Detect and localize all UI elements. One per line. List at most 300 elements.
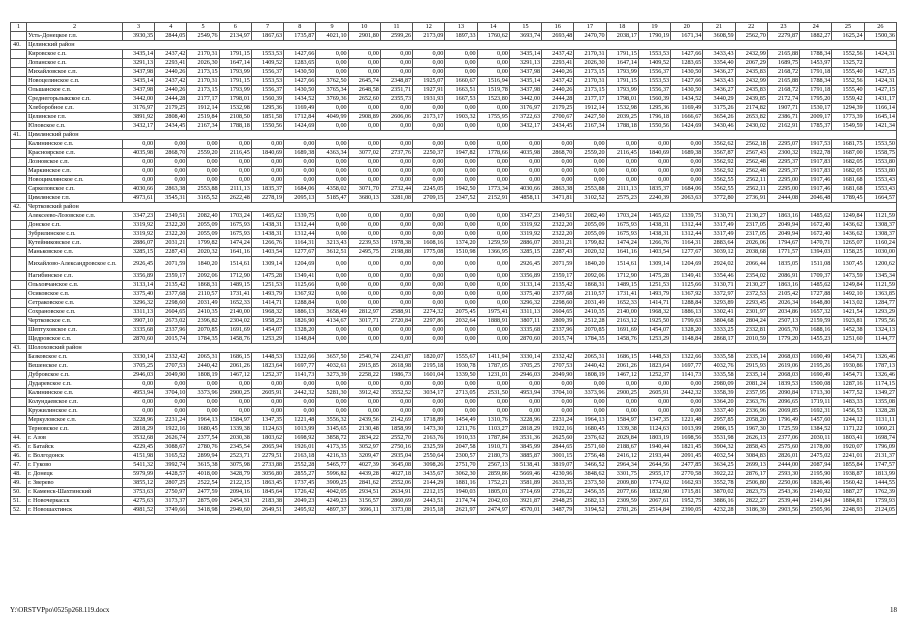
value-cell: 2250,06	[767, 479, 799, 488]
row-index	[11, 176, 27, 185]
value-cell: 1684,06	[284, 185, 316, 194]
value-cell: 2134,97	[219, 32, 251, 41]
value-cell: 1682,05	[832, 158, 864, 167]
value-cell: 2649,51	[251, 506, 283, 515]
value-cell: 3335,68	[122, 326, 154, 335]
table-row	[11, 185, 897, 194]
value-cell: 1171,22	[832, 425, 864, 434]
value-cell: 2067,29	[735, 59, 767, 68]
value-cell: 0,00	[445, 68, 477, 77]
value-cell: 1277,67	[671, 248, 703, 257]
value-cell: 1681,68	[832, 176, 864, 185]
value-cell: 1384,52	[800, 425, 832, 434]
value-cell: 3704,10	[155, 389, 187, 398]
value-cell: 2087,94	[800, 461, 832, 470]
value-cell: 1523,80	[477, 95, 509, 104]
value-cell: 2173,15	[574, 68, 606, 77]
settlement-name: Маньковское с.п.	[27, 248, 123, 257]
value-cell: 1434,52	[671, 95, 703, 104]
value-cell: 1652,33	[606, 299, 638, 308]
page-footer	[10, 606, 897, 616]
value-cell: 1784,35	[574, 335, 606, 344]
table-row	[11, 506, 897, 515]
value-cell: 1265,07	[832, 239, 864, 248]
value-cell: 1169,49	[671, 104, 703, 113]
value-cell: 1926,01	[284, 443, 316, 452]
value-cell: 0,00	[542, 398, 574, 407]
value-cell: 1808,19	[187, 371, 219, 380]
value-cell: 3062,30	[445, 470, 477, 479]
value-cell: 1863,16	[767, 212, 799, 221]
value-cell: 1930,78	[445, 362, 477, 371]
value-cell: 0,00	[638, 398, 670, 407]
value-cell: 0,00	[251, 167, 283, 176]
value-cell: 2031,21	[542, 239, 574, 248]
value-cell: 0,00	[380, 68, 412, 77]
value-cell: 1752,21	[477, 479, 509, 488]
value-cell: 1601,04	[413, 371, 445, 380]
district-row	[11, 203, 897, 212]
value-cell: 3471,81	[542, 194, 574, 203]
table-row	[11, 398, 897, 407]
value-cell: 1795,56	[864, 317, 896, 326]
value-cell: 0,00	[477, 50, 509, 59]
value-cell: 3436,27	[703, 86, 735, 95]
settlement-name: Меркуловское с.п.	[27, 416, 123, 425]
value-cell: 1691,69	[606, 326, 638, 335]
value-cell: 1755,95	[477, 113, 509, 122]
table-row	[11, 452, 897, 461]
value-cell: 1493,79	[251, 290, 283, 299]
value-cell: 1667,53	[445, 95, 477, 104]
value-cell: 3654,26	[703, 113, 735, 122]
value-cell: 1675,93	[606, 230, 638, 239]
value-cell: 1917,83	[800, 158, 832, 167]
value-cell: 2625,60	[542, 434, 574, 443]
value-cell: 1687,00	[832, 149, 864, 158]
header-cell: 10	[348, 23, 380, 32]
value-cell: 2322,20	[155, 230, 187, 239]
value-cell: 1483,33	[832, 398, 864, 407]
value-cell: 4030,66	[122, 185, 154, 194]
value-cell: 3333,25	[703, 326, 735, 335]
value-cell: 2619,06	[767, 362, 799, 371]
value-cell: 2430,02	[735, 122, 767, 131]
value-cell: 2562,11	[735, 176, 767, 185]
value-cell: 2540,74	[348, 353, 380, 362]
value-cell: 1697,77	[671, 362, 703, 371]
value-cell: 2552,28	[284, 461, 316, 470]
value-cell: 1430,50	[284, 68, 316, 77]
value-cell: 2626,13	[735, 434, 767, 443]
value-cell: 1681,68	[832, 185, 864, 194]
value-cell: 3330,14	[122, 353, 154, 362]
row-index: 50.	[11, 488, 27, 497]
value-cell: 2165,88	[767, 77, 799, 86]
table-row	[11, 248, 897, 257]
value-cell: 1519,78	[477, 86, 509, 95]
value-cell: 2868,70	[155, 149, 187, 158]
value-cell: 2039,25	[606, 113, 638, 122]
value-cell: 1413,02	[832, 299, 864, 308]
value-cell: 1347,35	[638, 416, 670, 425]
value-cell: 2713,05	[445, 389, 477, 398]
value-cell: 2946,03	[122, 371, 154, 380]
table-row	[11, 68, 897, 77]
value-cell: 2699,13	[735, 461, 767, 470]
table-row	[11, 212, 897, 221]
value-cell: 0,00	[316, 158, 348, 167]
value-cell: 0,00	[219, 158, 251, 167]
value-cell: 0,00	[316, 230, 348, 239]
value-cell: 1204,69	[284, 257, 316, 272]
value-cell: 1438,31	[638, 230, 670, 239]
value-cell: 3375,40	[122, 290, 154, 299]
value-cell: 2349,51	[155, 212, 187, 221]
value-cell: 0,00	[284, 176, 316, 185]
value-cell: 2110,57	[187, 290, 219, 299]
settlement-name: Осиковское с.п.	[27, 290, 123, 299]
value-cell: 0,00	[606, 167, 638, 176]
value-cell: 2165,88	[767, 50, 799, 59]
value-cell: 1917,53	[800, 140, 832, 149]
value-cell: 2038,68	[735, 248, 767, 257]
value-cell: 1791,15	[219, 50, 251, 59]
header-cell: 14	[477, 23, 509, 32]
value-cell: 1510,98	[445, 248, 477, 257]
settlement-name: Цимлянское г.п.	[27, 194, 123, 203]
value-cell: 2915,85	[348, 362, 380, 371]
value-cell: 0,00	[380, 398, 412, 407]
settlement-name: Ольховчанское с.п.	[27, 281, 123, 290]
value-cell: 2868,17	[703, 335, 735, 344]
value-cell: 2826,01	[767, 452, 799, 461]
value-cell: 1823,64	[251, 362, 283, 371]
value-cell: 1516,94	[477, 77, 509, 86]
value-cell: 3657,50	[316, 353, 348, 362]
value-cell: 0,00	[445, 167, 477, 176]
value-cell: 3088,67	[155, 443, 187, 452]
value-cell: 1475,28	[638, 272, 670, 281]
value-cell: 2105,42	[767, 290, 799, 299]
value-cell: 4973,61	[122, 194, 154, 203]
settlement-name: Михайловское с.п.	[27, 68, 123, 77]
value-cell: 1489,15	[219, 281, 251, 290]
header-cell: 5	[187, 23, 219, 32]
value-cell: 2934,51	[348, 488, 380, 497]
value-cell: 1309,14	[251, 257, 283, 272]
row-index: 52.	[11, 506, 27, 515]
settlement-name: Целинское г.п.	[27, 113, 123, 122]
value-cell: 1886,13	[284, 308, 316, 317]
value-cell: 3440,29	[703, 95, 735, 104]
value-cell: 1324,13	[864, 326, 896, 335]
value-cell: 1141,73	[284, 371, 316, 380]
value-cell: 3347,23	[122, 212, 154, 221]
value-cell: 4897,37	[316, 506, 348, 515]
value-cell: 0,00	[380, 122, 412, 131]
value-cell: 0,00	[638, 167, 670, 176]
value-cell: 3356,89	[122, 272, 154, 281]
value-cell: 2514,84	[638, 506, 670, 515]
value-cell: 0,00	[445, 290, 477, 299]
value-cell: 1682,05	[832, 167, 864, 176]
value-cell: 2899,94	[187, 452, 219, 461]
value-cell: 3532,68	[122, 434, 154, 443]
value-cell: 0,00	[413, 299, 445, 308]
value-cell: 0,00	[187, 158, 219, 167]
value-cell: 2948,25	[542, 497, 574, 506]
value-cell: 3749,66	[155, 506, 187, 515]
value-cell: 2434,45	[155, 122, 187, 131]
value-cell: 3056,80	[251, 470, 283, 479]
value-cell: 1288,84	[671, 299, 703, 308]
value-cell: 1840,20	[187, 257, 219, 272]
value-cell: 1927,91	[413, 86, 445, 95]
settlement-name: Вешенское с.п.	[27, 362, 123, 371]
value-cell: 0,00	[413, 290, 445, 299]
value-cell: 1657,32	[800, 308, 832, 317]
value-cell: 1805,01	[477, 488, 509, 497]
value-cell: 2177,17	[574, 95, 606, 104]
value-cell: 2720,84	[380, 317, 412, 326]
value-cell: 2061,26	[219, 362, 251, 371]
header-cell: 1	[11, 23, 27, 32]
value-cell: 3435,14	[509, 50, 541, 59]
value-cell: 0,00	[251, 407, 283, 416]
value-cell: 2345,54	[219, 443, 251, 452]
value-cell: 1689,38	[284, 149, 316, 158]
value-cell: 1328,28	[864, 407, 896, 416]
value-cell: 1675,93	[219, 230, 251, 239]
table-row	[11, 407, 897, 416]
value-cell: 2809,39	[542, 317, 574, 326]
value-cell: 1252,37	[251, 371, 283, 380]
value-cell: 1477,52	[832, 389, 864, 398]
row-index	[11, 257, 27, 272]
value-cell: 1474,24	[606, 239, 638, 248]
table-row	[11, 353, 897, 362]
value-cell: 2094,16	[219, 488, 251, 497]
value-cell: 0,00	[509, 380, 541, 389]
value-cell: 0,00	[509, 167, 541, 176]
value-cell: 3556,32	[316, 416, 348, 425]
value-cell: 2682,13	[574, 497, 606, 506]
value-cell: 1556,37	[251, 86, 283, 95]
value-cell: 2082,40	[574, 212, 606, 221]
value-cell: 3165,52	[187, 194, 219, 203]
value-cell: 3930,35	[122, 32, 154, 41]
value-cell: 2082,40	[187, 212, 219, 221]
value-cell: 2349,51	[542, 212, 574, 221]
value-cell: 2071,59	[155, 257, 187, 272]
value-cell: 4042,05	[316, 488, 348, 497]
value-cell: 1465,62	[251, 212, 283, 221]
value-cell: 0,00	[122, 158, 154, 167]
value-cell: 1124,63	[638, 425, 670, 434]
value-cell: 2986,15	[703, 425, 735, 434]
value-cell: 3418,98	[187, 506, 219, 515]
value-cell: 2031,49	[187, 299, 219, 308]
value-cell: 1438,31	[251, 221, 283, 230]
value-cell: 2377,68	[542, 290, 574, 299]
value-cell: 2444,28	[155, 95, 187, 104]
value-cell: 3581,89	[509, 479, 541, 488]
value-cell: 0,00	[671, 380, 703, 389]
value-cell: 4032,61	[316, 362, 348, 371]
value-cell: 1922,16	[542, 425, 574, 434]
value-cell: 0,00	[316, 281, 348, 290]
value-cell: 2055,09	[187, 230, 219, 239]
value-cell: 1796,49	[767, 416, 799, 425]
settlement-name: г. Волгодонск	[27, 452, 123, 461]
table-row	[11, 176, 897, 185]
value-cell: 3442,00	[122, 95, 154, 104]
value-cell: 3354,46	[703, 272, 735, 281]
value-cell: 2162,91	[767, 122, 799, 131]
value-cell: 5465,77	[316, 461, 348, 470]
value-cell: 2957,85	[703, 416, 735, 425]
value-cell: 2870,60	[122, 335, 154, 344]
value-cell: 3428,79	[219, 470, 251, 479]
value-cell: 1427,15	[864, 86, 896, 95]
value-cell: 1514,61	[219, 257, 251, 272]
value-cell: 2606,06	[380, 113, 412, 122]
value-cell: 2212,15	[413, 488, 445, 497]
value-cell: 2029,84	[606, 434, 638, 443]
value-cell: 2477,85	[671, 461, 703, 470]
value-cell: 2279,87	[767, 32, 799, 41]
value-cell: 1917,46	[800, 185, 832, 194]
value-cell: 1550,56	[251, 122, 283, 131]
row-index	[11, 371, 27, 380]
header-cell: 8	[284, 23, 316, 32]
value-cell: 1648,80	[800, 299, 832, 308]
value-cell: 1773,39	[832, 113, 864, 122]
row-index: 45.	[11, 443, 27, 452]
value-cell: 1454,07	[638, 326, 670, 335]
value-cell: 1791,18	[800, 68, 832, 77]
value-cell: 1452,38	[832, 326, 864, 335]
value-cell: 4018,00	[187, 470, 219, 479]
value-cell: 1485,62	[800, 212, 832, 221]
value-cell: 2170,31	[574, 77, 606, 86]
value-cell: 2432,99	[735, 77, 767, 86]
value-cell: 2124,05	[864, 506, 896, 515]
settlement-name: Кружилинское с.п.	[27, 407, 123, 416]
value-cell: 2442,32	[284, 389, 316, 398]
value-cell: 0,00	[348, 272, 380, 281]
value-cell: 1555,67	[445, 353, 477, 362]
row-index: 47.	[11, 461, 27, 470]
value-cell: 0,00	[445, 59, 477, 68]
value-cell: 1867,63	[251, 32, 283, 41]
value-cell: 2167,34	[574, 122, 606, 131]
value-cell: 1881,16	[445, 479, 477, 488]
value-cell: 3922,22	[703, 470, 735, 479]
value-cell: 1697,77	[284, 362, 316, 371]
value-cell: 2593,30	[767, 470, 799, 479]
value-cell: 1820,07	[413, 353, 445, 362]
row-index	[11, 290, 27, 299]
value-cell: 1366,95	[477, 248, 509, 257]
value-cell: 1553,43	[864, 176, 896, 185]
value-cell: 2444,28	[542, 95, 574, 104]
value-cell: 2390,05	[671, 506, 703, 515]
value-cell: 0,00	[348, 167, 380, 176]
value-cell: 1798,01	[606, 95, 638, 104]
value-cell: 1325,72	[832, 59, 864, 68]
value-cell: 2173,15	[187, 68, 219, 77]
value-cell: 2096,65	[767, 398, 799, 407]
value-cell: 0,00	[348, 104, 380, 113]
value-cell: 3330,14	[509, 353, 541, 362]
value-cell: 1662,93	[671, 479, 703, 488]
table-row	[11, 86, 897, 95]
value-cell: 1608,16	[413, 239, 445, 248]
value-cell: 0,00	[574, 176, 606, 185]
value-cell: 2337,96	[155, 326, 187, 335]
value-cell: 0,00	[477, 326, 509, 335]
value-cell: 2553,88	[187, 185, 219, 194]
value-cell: 1796,18	[638, 113, 670, 122]
value-cell: 2562,70	[735, 32, 767, 41]
value-cell: 0,00	[413, 176, 445, 185]
value-cell: 2095,13	[284, 194, 316, 203]
value-cell: 1964,13	[574, 416, 606, 425]
value-cell: 0,00	[477, 272, 509, 281]
value-cell: 2875,09	[187, 497, 219, 506]
value-cell: 3437,98	[509, 86, 541, 95]
value-cell: 2279,51	[251, 452, 283, 461]
value-cell: 2163,18	[284, 452, 316, 461]
table-row	[11, 389, 897, 398]
value-cell: 2900,25	[219, 389, 251, 398]
value-cell: 3921,87	[509, 497, 541, 506]
value-cell: 1560,39	[251, 95, 283, 104]
value-cell: 2297,86	[413, 317, 445, 326]
header-cell: 15	[509, 23, 541, 32]
value-cell: 2026,06	[735, 239, 767, 248]
value-cell: 0,00	[542, 176, 574, 185]
value-cell: 2336,96	[735, 407, 767, 416]
value-cell: 0,00	[477, 158, 509, 167]
value-cell: 0,00	[380, 335, 412, 344]
value-cell: 0,00	[380, 50, 412, 59]
row-index	[11, 86, 27, 95]
value-cell: 2091,45	[671, 452, 703, 461]
value-cell: 2605,91	[251, 389, 283, 398]
value-cell: 1684,06	[671, 185, 703, 194]
value-cell: 2351,71	[380, 86, 412, 95]
value-cell: 1942,50	[445, 185, 477, 194]
value-cell: 0,00	[219, 176, 251, 185]
value-cell: 2287,43	[542, 248, 574, 257]
value-cell: 3466,52	[574, 461, 606, 470]
value-cell: 2454,31	[219, 497, 251, 506]
value-cell: 1552,56	[832, 77, 864, 86]
value-cell: 2140,92	[800, 488, 832, 497]
value-cell: 1030,00	[864, 248, 896, 257]
value-cell: 0,00	[348, 212, 380, 221]
value-cell: 2732,44	[380, 185, 412, 194]
value-cell: 0,00	[413, 221, 445, 230]
value-cell: 2066,44	[735, 257, 767, 272]
value-cell	[864, 59, 896, 68]
value-cell: 0,00	[187, 398, 219, 407]
value-cell: 1897,33	[445, 32, 477, 41]
value-cell: 1555,40	[832, 68, 864, 77]
